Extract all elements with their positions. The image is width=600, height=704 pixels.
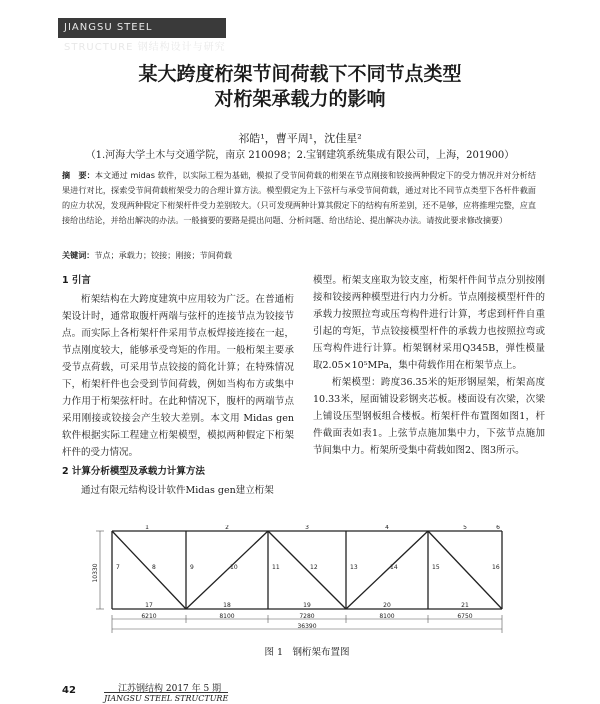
member-label: 7 [116, 564, 120, 571]
left-column [62, 272, 294, 499]
member-label: 10 [230, 564, 238, 571]
member-label: 3 [305, 525, 309, 531]
keywords-label: 关键词： [62, 250, 95, 260]
figure-caption: 图 1 钢桁架布置图 [264, 647, 350, 658]
member-label: 9 [190, 564, 194, 571]
page-number: 42 [62, 685, 76, 696]
footer-journal-cn: 江苏钢结构 2017 年 5 期 [118, 684, 222, 694]
abstract-label: 摘 要： [62, 170, 95, 180]
title-line-1: 某大跨度桁架节间荷载下不同节点类型 [138, 63, 462, 85]
panel-dim-label: 6210 [141, 613, 157, 620]
panel-dim-label: 6750 [457, 613, 473, 620]
member-label: 5 [463, 525, 467, 531]
member-label: 6 [496, 525, 500, 531]
total-dim-label: 36390 [297, 623, 317, 630]
diagonal-member [112, 531, 186, 609]
keywords [62, 250, 536, 261]
member-label: 12 [310, 564, 318, 571]
member-label: 21 [461, 602, 469, 609]
diagonal-member [186, 531, 268, 609]
member-label: 19 [303, 602, 311, 609]
model-paragraph-start: 通过有限元结构设计软件Midas gen建立桁架 [81, 485, 274, 496]
member-label: 17 [145, 602, 153, 609]
section-heading-intro: 1 引言 [62, 275, 91, 286]
panel-dim-label: 8100 [379, 613, 395, 620]
member-label: 8 [152, 564, 156, 571]
member-label: 13 [350, 564, 358, 571]
abstract-text: 本文通过 midas 软件，以实际工程为基础，模拟了受节间荷载的桁架在节点刚接和铰接两种假定下的受力情况并对分析结果进行对比，探索受节间荷载桁架受力的合理计算方法。模型假定为上下弦杆与承受节间荷载，通过对比不同节点类型下各杆件截面的应力状况，发现两种假定下桁架杆件受力差别较大。（只可发现两种计算其假定下的结构有所差别，还不是够，应将推理完整，应直接给出结论，并给出解决的办法。一般摘要的要路是提出问题、分析问题、给出结论、提出解决办法。请按此要求修改摘要） [62, 170, 536, 225]
journal-banner: JIANGSU STEEL STRUCTURE 钢结构设计与研究 [58, 18, 226, 38]
paper-title [40, 62, 560, 112]
footer-journal-en: JIANGSU STEEL STRUCTURE [104, 694, 229, 703]
figure-labels [92, 525, 500, 630]
member-label: 15 [432, 564, 440, 571]
diagonal-member [346, 531, 428, 609]
member-label: 18 [223, 602, 231, 609]
truss-layout-figure [92, 525, 522, 640]
authors: 祁皓¹，曹平周¹，沈佳星² [238, 132, 362, 145]
right-column [313, 272, 545, 459]
panel-dim-label: 8100 [219, 613, 235, 620]
height-label: 10330 [92, 563, 99, 583]
member-label: 4 [385, 525, 389, 531]
keywords-text: 节点；承载力；铰接；刚接；节间荷载 [94, 250, 232, 260]
member-label: 16 [492, 564, 500, 571]
affiliation: （1.河海大学土木与交通学院，南京 210098；2.宝钢建筑系统集成有限公司，上海，201900） [85, 150, 515, 161]
member-label: 1 [145, 525, 149, 531]
truss-members [112, 531, 502, 609]
panel-dim-label: 7280 [299, 613, 315, 620]
member-label: 2 [225, 525, 229, 531]
member-label: 20 [383, 602, 391, 609]
title-line-2: 对桁架承载力的影响 [214, 88, 386, 110]
truss-model-paragraph: 桁架模型：跨度36.35米的矩形钢屋架，桁架高度10.33米，屋面铺设彩钢夹芯板。楼面设有次梁，次梁上铺设压型钢板组合楼板。桁架杆件布置图如图1，杆件截面表如表1。上弦节点施加集中力，下弦节点施加节间集中力。桁架所受集中荷载如图2、图3所示。 [313, 377, 545, 456]
intro-paragraph: 桁架结构在大跨度建筑中应用较为广泛。在普通桁架设计时，通常取腹杆两端与弦杆的连接节点为铰接节点。而实际上各桁架杆件采用节点板焊接连接在一起，节点刚度较大，能够承受弯矩的作用。一般桁架主要承受节点荷载，可采用节点铰接的简化计算；在特殊情况下，桁架杆件也会受到节间荷载，例如当构布方或集中力作用于桁架弦杆时。在此种情况下，腹杆的两端节点采用刚接或铰接会产生较大差别。本文用 Midas gen 软件根据实际工程建立桁架模型，模拟两种假定下桁架杆件的受力情况。 [62, 294, 294, 458]
diagonal-member [268, 531, 346, 609]
section-heading-model: 2 计算分析模型及承载力计算方法 [62, 466, 205, 477]
abstract [62, 168, 536, 228]
member-label: 14 [390, 564, 398, 571]
member-label: 11 [272, 564, 280, 571]
model-paragraph-cont: 模型。桁架支座取为铰支座，桁架杆件间节点分别按刚接和铰接两种模型进行内力分析。节点刚接模型杆件的承载力按照拉弯或压弯构件进行计算，考虑到杆件自重引起的弯矩，节点铰接模型杆件的承载力也按照拉弯或压弯构件进行计算。桁架钢材采用Q345B，弹性模量取2.05×10⁵MPa，集中荷载作用在桁架节点上。 [313, 275, 545, 371]
